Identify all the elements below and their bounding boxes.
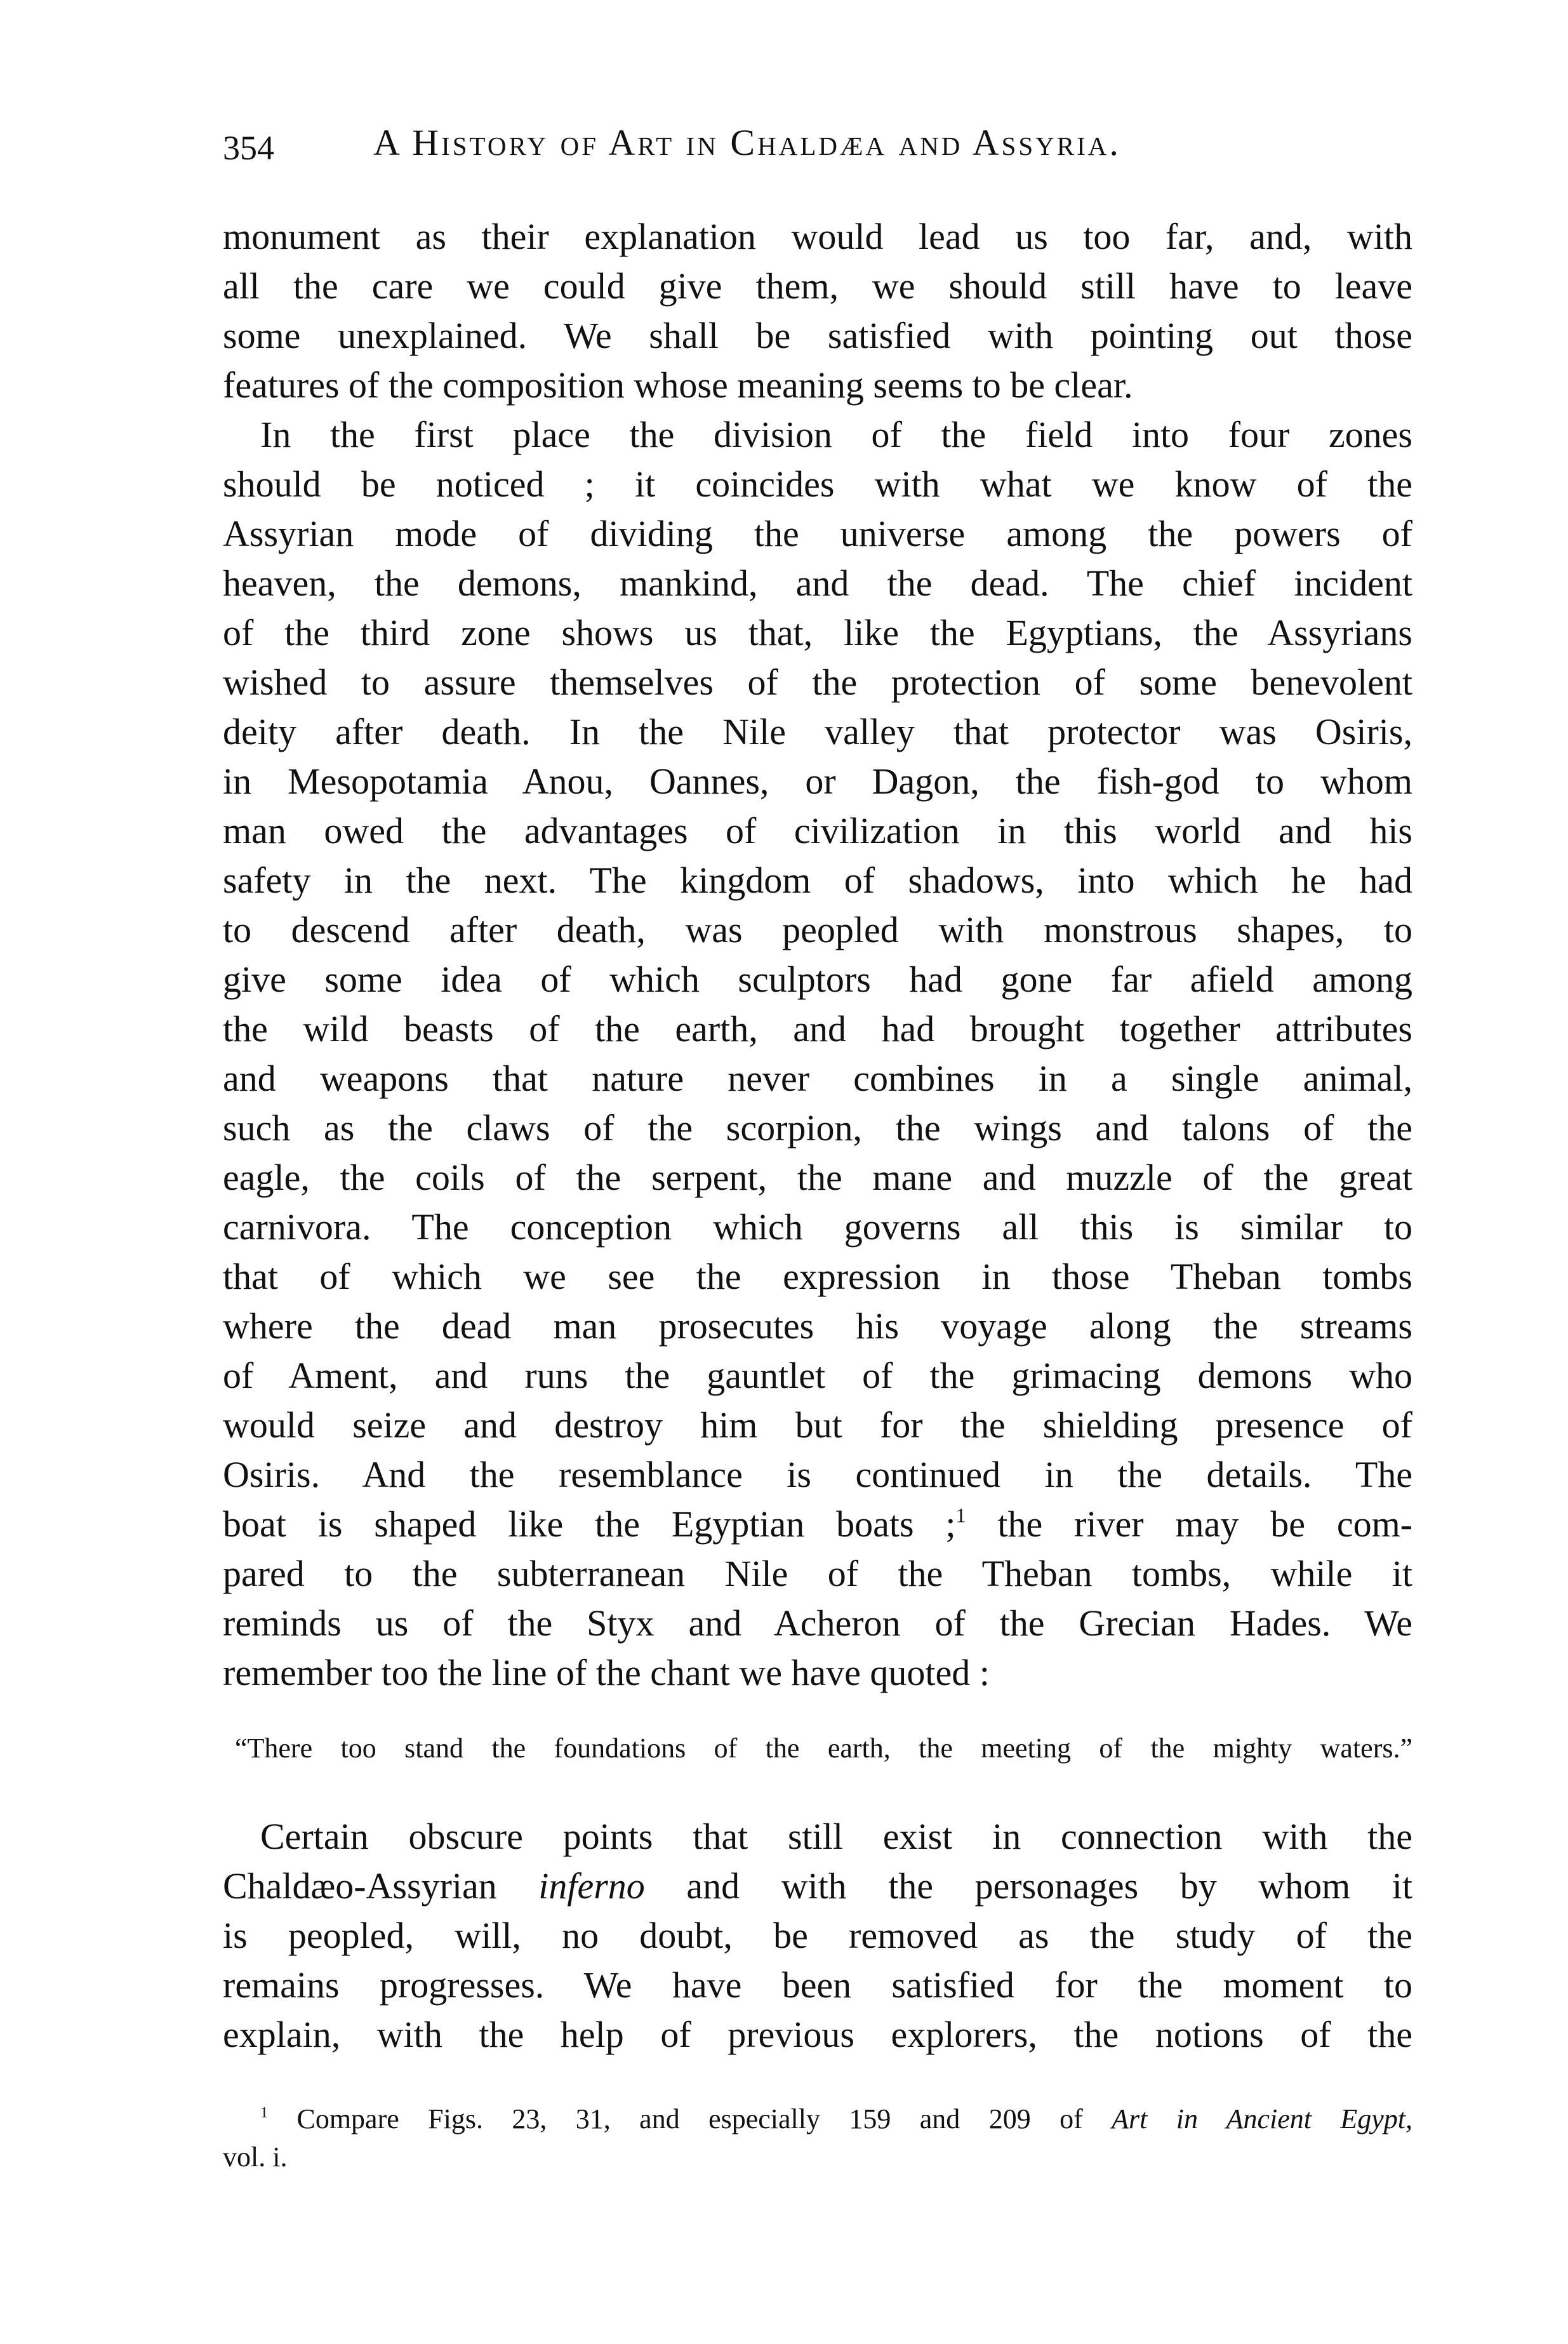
text-line: safety in the next. The kingdom of shadows, into which he had	[223, 860, 1412, 901]
text-line: monument as their explanation would lead us too far, and, with	[223, 216, 1412, 257]
text-line: would seize and destroy him but for the shielding presence of	[223, 1404, 1412, 1446]
text-line: features of the composition whose meaning seems to be clear.	[223, 364, 1133, 406]
block-quote: “There too stand the foundations of the earth, the meeting of the mighty waters.”	[235, 1733, 1412, 1764]
text-line: remains progresses. We have been satisfied for the moment to	[223, 1964, 1412, 2006]
text-line: remember too the line of the chant we have quoted :	[223, 1652, 990, 1693]
text-line: should be noticed ; it coincides with what we know of the	[223, 463, 1412, 505]
text-line: pared to the subterranean Nile of the Theban tombs, while it	[223, 1553, 1412, 1594]
text-line: explain, with the help of previous explorers, the notions of the	[223, 2014, 1412, 2055]
text-line: give some idea of which sculptors had gone far afield among	[223, 959, 1412, 1000]
text-line: of the third zone shows us that, like the Egyptians, the Assyrians	[223, 612, 1412, 653]
text-line: where the dead man prosecutes his voyage along the streams	[223, 1305, 1412, 1347]
footnote-reference[interactable]: 1	[955, 1504, 966, 1527]
running-head	[223, 121, 1302, 171]
text-line: the wild beasts of the earth, and had brought together attributes	[223, 1008, 1412, 1049]
text-line: eagle, the coils of the serpent, the mane and muzzle of the great	[223, 1157, 1412, 1198]
text-line: boat is shaped like the Egyptian boats ;$^1$ the river may be com-	[223, 1503, 1412, 1545]
text-line: Assyrian mode of dividing the universe among the powers of	[223, 513, 1412, 554]
text-line: all the care we could give them, we should still have to leave	[223, 265, 1412, 307]
text-line: man owed the advantages of civilization in this world and his	[223, 810, 1412, 851]
text-line: of Ament, and runs the gauntlet of the grimacing demons who	[223, 1355, 1412, 1396]
italic-term: inferno	[538, 1865, 645, 1907]
text-line: reminds us of the Styx and Acheron of the Grecian Hades. We	[223, 1602, 1412, 1644]
text-line: such as the claws of the scorpion, the wings and talons of the	[223, 1107, 1412, 1149]
text-line: that of which we see the expression in those Theban tombs	[223, 1256, 1412, 1297]
text-line: in Mesopotamia Anou, Oannes, or Dagon, the fish-god to whom	[223, 761, 1412, 802]
running-head-title: A History of Art in Chaldæa and Assyria.	[373, 122, 1121, 163]
text-line: is peopled, will, no doubt, be removed as the study of the	[223, 1915, 1412, 1956]
paragraph-start-line: In the first place the division of the field into four zones	[260, 414, 1412, 455]
footnote-marker: 1	[260, 2104, 269, 2122]
text-line: to descend after death, was peopled with monstrous shapes, to	[223, 909, 1412, 950]
footnote-line: $^1$ Compare Figs. 23, 31, and especially 159 and 209 of Art in Ancient Egypt,	[260, 2103, 1413, 2134]
footnote-italic-title: Art in Ancient Egypt,	[1112, 2103, 1413, 2134]
text-line: and weapons that nature never combines in a single animal,	[223, 1058, 1412, 1099]
text-line: deity after death. In the Nile valley that protector was Osiris,	[223, 711, 1412, 752]
text-line: carnivora. The conception which governs all this is similar to	[223, 1206, 1412, 1248]
text-line: Osiris. And the resemblance is continued in the details. The	[223, 1454, 1412, 1495]
paragraph-start-line: Certain obscure points that still exist in connection with the	[260, 1816, 1412, 1857]
text-line: Chaldæo-Assyrian inferno and with the personages by whom it	[223, 1865, 1412, 1907]
text-line: wished to assure themselves of the protection of some benevolent	[223, 662, 1412, 703]
text-line: some unexplained. We shall be satisfied with pointing out those	[223, 315, 1412, 356]
footnote-continuation: vol. i.	[223, 2141, 288, 2173]
page-number: 354	[223, 129, 274, 167]
text-line: heaven, the demons, mankind, and the dead. The chief incident	[223, 563, 1412, 604]
